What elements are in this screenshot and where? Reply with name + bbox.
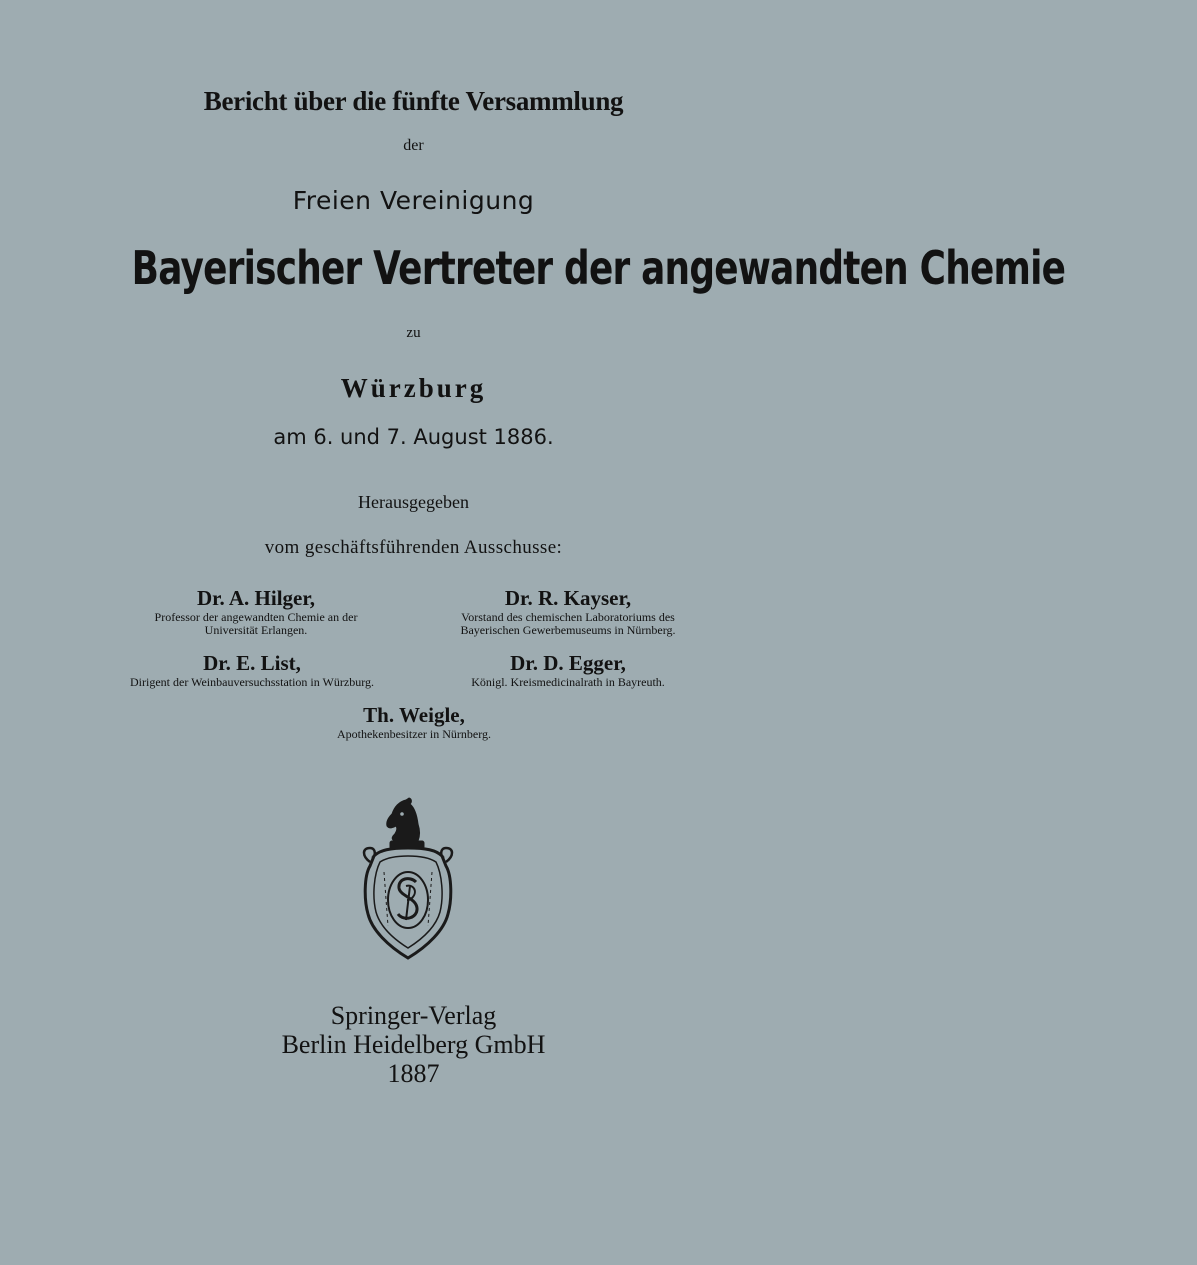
editor-hilger	[108, 586, 404, 637]
publication-year: 1887	[387, 1059, 440, 1088]
editor-affiliation: Professor der angewandten Chemie an der	[154, 610, 358, 624]
editor-affiliation: Universität Erlangen.	[204, 623, 308, 637]
editor-affiliation: Dirigent der Weinbauversuchsstation in Würzburg.	[130, 675, 374, 689]
association-full-name-text: Bayerischer Vertreter der angewandten Chemie	[131, 241, 1066, 295]
editor-affiliation: Apothekenbesitzer in Nürnberg.	[336, 727, 492, 741]
meeting-date: am 6. und 7. August 1886.	[273, 425, 554, 449]
connector-der: der	[403, 137, 424, 154]
editor-affiliation: Vorstand des chemischen Laboratoriums des	[461, 610, 675, 624]
editor-weigle	[262, 703, 566, 741]
committee-label: vom geschäftsführenden Ausschusse:	[264, 537, 563, 558]
editor-kayser	[425, 586, 711, 637]
publisher-name: Springer-Verlag	[330, 1001, 497, 1030]
editor-name: Dr. D. Egger,	[510, 651, 626, 675]
editor-name: Dr. E. List,	[203, 651, 301, 675]
springer-knight-emblem-icon	[360, 796, 456, 962]
editor-list	[100, 651, 404, 689]
association-name: Freien Vereinigung	[292, 186, 535, 215]
editor-name: Dr. R. Kayser,	[504, 586, 632, 610]
editor-name: Dr. A. Hilger,	[196, 586, 316, 610]
report-title: Bericht über die fünfte Versammlung	[203, 86, 624, 116]
editor-name: Th. Weigle,	[363, 703, 465, 727]
editor-affiliation: Königl. Kreismedicinalrath in Bayreuth.	[471, 675, 665, 689]
edited-by-label: Herausgegeben	[358, 492, 469, 512]
connector-zu: zu	[406, 325, 421, 341]
publisher-place: Berlin Heidelberg GmbH	[281, 1030, 546, 1059]
editor-affiliation: Bayerischen Gewerbemuseums in Nürnberg.	[460, 623, 676, 637]
association-full-name	[0, 241, 1066, 295]
editor-egger	[425, 651, 711, 689]
meeting-place: Würzburg	[340, 373, 487, 403]
